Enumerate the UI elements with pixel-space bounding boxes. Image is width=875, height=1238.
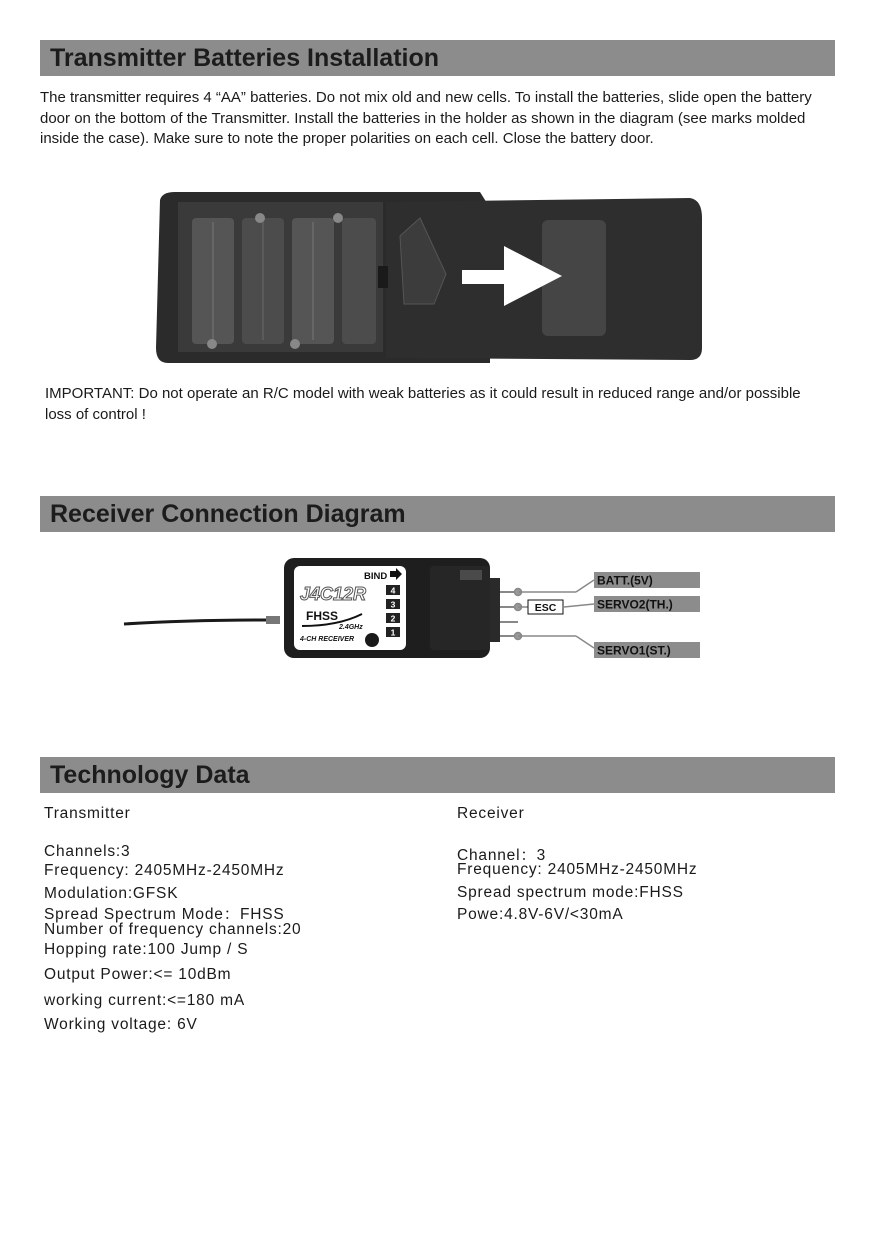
band-label: 2.4GHz: [339, 624, 363, 631]
spec-line: Powe:4.8V-6V/<30mA: [457, 906, 624, 923]
section-title-batteries: Transmitter Batteries Installation: [50, 44, 440, 72]
bind-label: BIND: [364, 571, 388, 582]
transmitter-specs: [44, 805, 434, 1045]
battery-cells: [192, 213, 376, 349]
spec-line: Hopping rate:100 Jump / S: [44, 941, 249, 958]
section-title-tech: Technology Data: [50, 761, 250, 789]
section-header-receiver: [40, 496, 835, 532]
receiver-specs: [457, 805, 817, 935]
antenna-wire: [124, 620, 268, 624]
channel-number: 3: [390, 599, 396, 610]
transmitter-heading: Transmitter: [44, 805, 131, 822]
batteries-instructions: The transmitter requires 4 “AA” batteries. Do not mix old and new cells. To install the batteries, slide open the battery door on the bottom of the Transmitter. Install the batteries in the holder as shown in the diagram (see marks molded inside the case). Make sure to note the proper polarities on each cell. Close the battery door.: [40, 89, 812, 147]
connection-label-servo2: SERVO2(TH.): [597, 597, 673, 612]
spec-line: Frequency: 2405MHz-2450MHz: [44, 862, 285, 879]
fhss-label: FHSS: [306, 609, 339, 623]
important-warning: IMPORTANT: Do not operate an R/C model with weak batteries as it could result in reduced range and/or possible loss of control !: [45, 385, 801, 423]
channel-number: 2: [390, 613, 396, 624]
connection-label-servo1: SERVO1(ST.): [597, 643, 671, 658]
spec-line: Frequency: 2405MHz-2450MHz: [457, 861, 698, 878]
spec-line: Channels:3: [44, 843, 131, 860]
spec-line: Output Power:<= 10dBm: [44, 966, 232, 983]
section-title-receiver: Receiver Connection Diagram: [50, 500, 406, 528]
spec-line: Spread spectrum mode:FHSS: [457, 884, 684, 901]
spec-line: Modulation:GFSK: [44, 885, 179, 902]
receiver-connection-figure: [118, 552, 708, 664]
channel-number: 1: [390, 627, 396, 638]
connection-label-batt: BATT.(5V): [597, 573, 653, 588]
battery-compartment-figure: [150, 188, 710, 366]
spec-line: working current:<=180 mA: [44, 992, 245, 1009]
spec-line: Channel：3: [457, 847, 547, 864]
receiver-type-label: 4-CH RECEIVER: [300, 636, 355, 643]
channel-number: 4: [390, 585, 396, 596]
receiver-heading: Receiver: [457, 805, 525, 822]
section-header-batteries: [40, 40, 835, 76]
spec-line: Spread Spectrum Mode：FHSS: [44, 906, 285, 923]
esc-label: ESC: [534, 602, 557, 614]
spec-line: Working voltage: 6V: [44, 1016, 198, 1033]
section-header-tech: [40, 757, 835, 793]
spec-line: Number of frequency channels:20: [44, 921, 302, 938]
model-label: J4C12R: [300, 584, 367, 604]
